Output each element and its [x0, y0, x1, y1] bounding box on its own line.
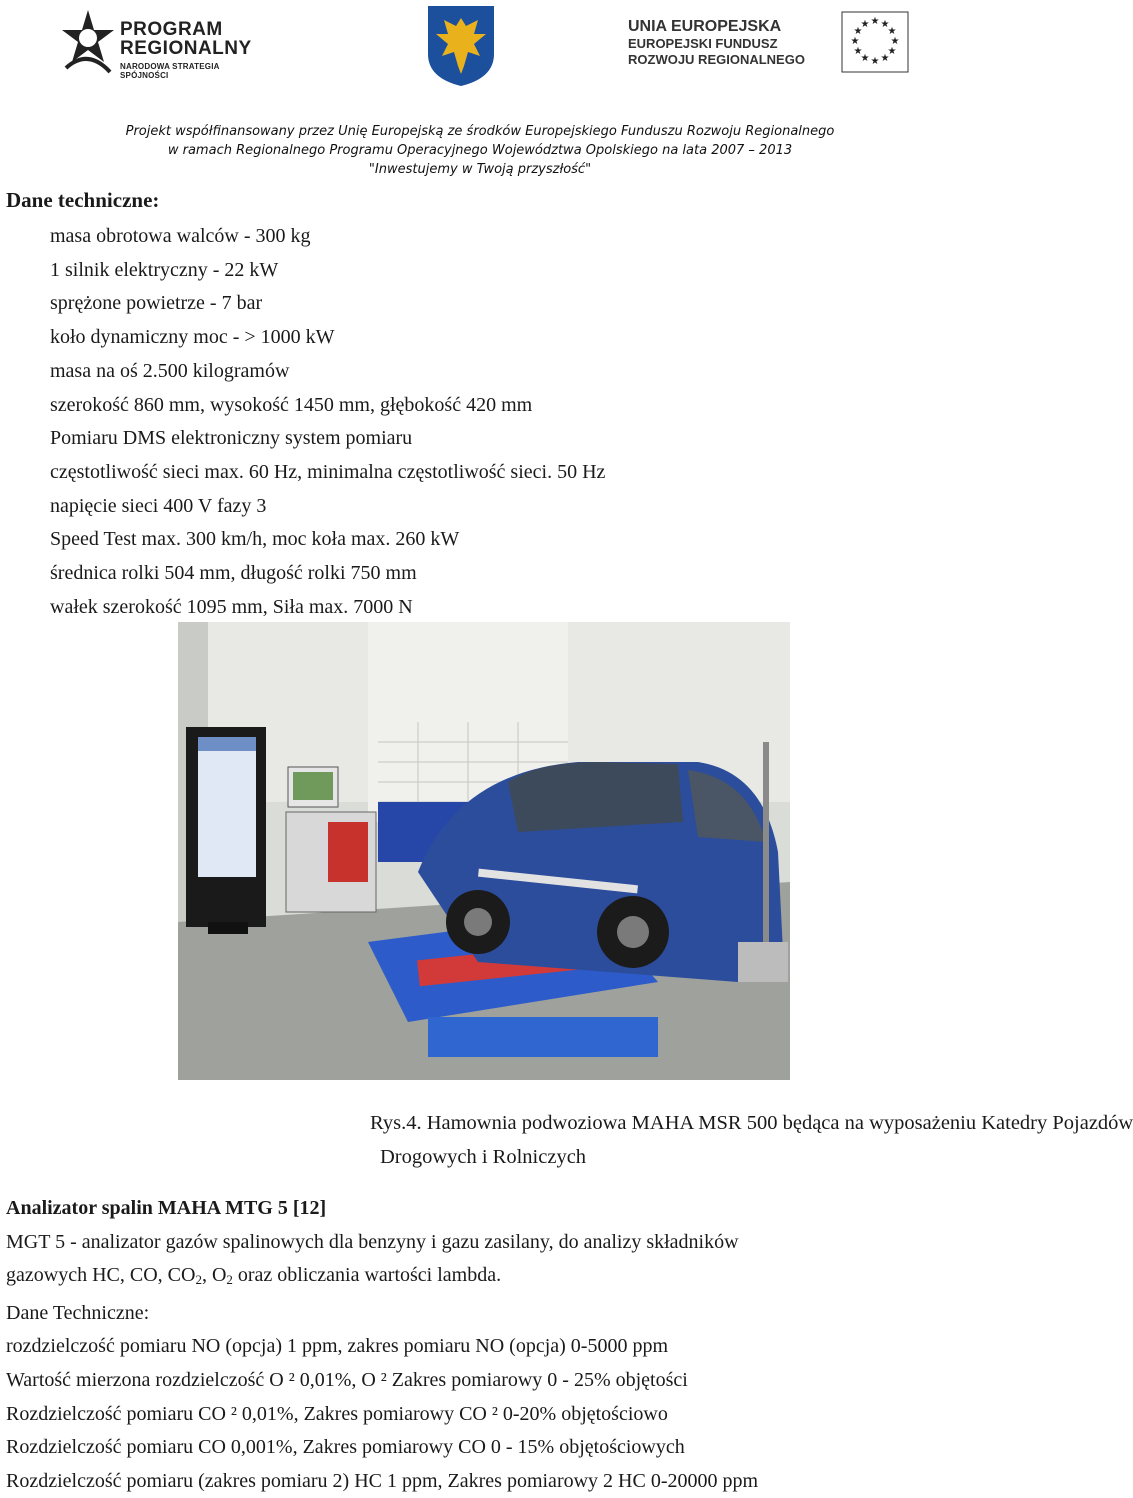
svg-text:★: ★ — [880, 53, 890, 64]
svg-text:★: ★ — [870, 16, 880, 27]
eu-logo — [628, 12, 908, 82]
eagle-crest-icon — [426, 4, 496, 88]
project-line: Projekt współfinansowany przez Unię Europejską ze środków Europejskiego Funduszu Rozwoju Regionalnego — [125, 124, 835, 139]
tech-item: Rozdzielczość pomiaru (zakres pomiaru 2) HC 1 ppm, Zakres pomiarowy 2 HC 0-20000 ppm — [6, 1469, 759, 1492]
svg-text:★: ★ — [887, 46, 897, 57]
analyzer-line1: MGT 5 - analizator gazów spalinowych dla benzyny i gazu zasilany, do analizy składników — [6, 1230, 739, 1253]
svg-text:★: ★ — [890, 36, 900, 47]
logo-left-line3: NARODOWA STRATEGIA SPÓJNOŚCI — [120, 62, 220, 80]
subscript-2: 2 — [226, 1272, 233, 1288]
specs-list — [50, 220, 605, 624]
spec-item: 1 silnik elektryczny - 22 kW — [50, 258, 279, 281]
tech-item: rozdzielczość pomiaru NO (opcja) 1 ppm, zakres pomiaru NO (opcja) 0-5000 ppm — [6, 1335, 669, 1358]
project-line: "Inwestujemy w Twoją przyszłość" — [368, 162, 592, 177]
spec-item: masa na oś 2.500 kilogramów — [50, 359, 290, 382]
tech-item: Wartość mierzona rozdzielczość O ² 0,01%, O ² Zakres pomiarowy 0 - 25% objętości — [6, 1368, 688, 1391]
eu-logo-line2: EUROPEJSKI FUNDUSZ — [628, 36, 778, 51]
tech-item: Rozdzielczość pomiaru CO ² 0,01%, Zakres pomiarowy CO ² 0-20% objętościowo — [6, 1402, 668, 1425]
eu-stars-icon — [842, 12, 908, 72]
analyzer-line2-b: , O — [201, 1264, 227, 1287]
svg-text:★: ★ — [850, 36, 860, 47]
specs-title: Dane techniczne: — [6, 188, 160, 212]
svg-text:★: ★ — [870, 56, 880, 67]
eu-logo-line3: ROZWOJU REGIONALNEGO — [628, 52, 805, 67]
analyzer-line2-a: gazowych HC, CO, CO — [6, 1264, 196, 1287]
subscript-2: 2 — [195, 1272, 202, 1288]
caption-line2: Drogowych i Rolniczych — [379, 1146, 587, 1168]
caption-line1: Rys.4. Hamownia podwoziowa MAHA MSR 500 będąca na wyposażeniu Katedry Pojazdów — [370, 1112, 1133, 1134]
svg-text:★: ★ — [880, 19, 890, 30]
spec-item: Pomiaru DMS elektroniczny system pomiaru — [50, 427, 413, 450]
project-funding-note — [0, 122, 960, 179]
tech-title: Dane Techniczne: — [6, 1301, 150, 1324]
page-header — [0, 0, 960, 180]
svg-text:★: ★ — [887, 26, 897, 37]
spec-item: Speed Test max. 300 km/h, moc koła max. 260 kW — [50, 528, 460, 551]
star-figure-icon — [58, 8, 118, 78]
svg-text:★: ★ — [860, 19, 870, 30]
svg-text:★: ★ — [853, 46, 863, 57]
analyzer-line2 — [6, 1259, 956, 1297]
program-regionalny-logo — [58, 8, 252, 80]
spec-item: koło dynamiczny moc - > 1000 kW — [50, 326, 335, 349]
spec-item: masa obrotowa walców - 300 kg — [50, 225, 311, 247]
analyzer-title: Analizator spalin MAHA MTG 5 [12] — [6, 1197, 327, 1219]
analyzer-section — [6, 1192, 956, 1498]
project-line: w ramach Regionalnego Programu Operacyjnego Województwa Opolskiego na lata 2007 – 2013 — [167, 143, 793, 158]
tech-item: Rozdzielczość pomiaru CO 0,001%, Zakres pomiarowy CO 0 - 15% objętościowych — [6, 1436, 685, 1459]
spec-item: sprężone powietrze - 7 bar — [50, 292, 263, 315]
spec-item: średnica rolki 504 mm, długość rolki 750 mm — [50, 562, 417, 585]
spec-item: wałek szerokość 1095 mm, Siła max. 7000 N — [50, 595, 413, 618]
analyzer-line2-c: oraz obliczania wartości lambda. — [232, 1264, 502, 1287]
spec-item: szerokość 860 mm, wysokość 1450 mm, głębokość 420 mm — [50, 393, 533, 416]
spec-item: częstotliwość sieci max. 60 Hz, minimalna częstotliwość sieci. 50 Hz — [50, 460, 606, 483]
logo-left-line2: REGIONALNY — [120, 38, 252, 59]
svg-text:★: ★ — [860, 53, 870, 64]
logo-left-line1: PROGRAM — [120, 19, 223, 40]
svg-text:★: ★ — [853, 26, 863, 37]
spec-item: napięcie sieci 400 V fazy 3 — [50, 494, 267, 517]
dynamometer-photo-icon — [178, 622, 790, 1080]
eu-logo-line1: UNIA EUROPEJSKA — [628, 18, 782, 35]
